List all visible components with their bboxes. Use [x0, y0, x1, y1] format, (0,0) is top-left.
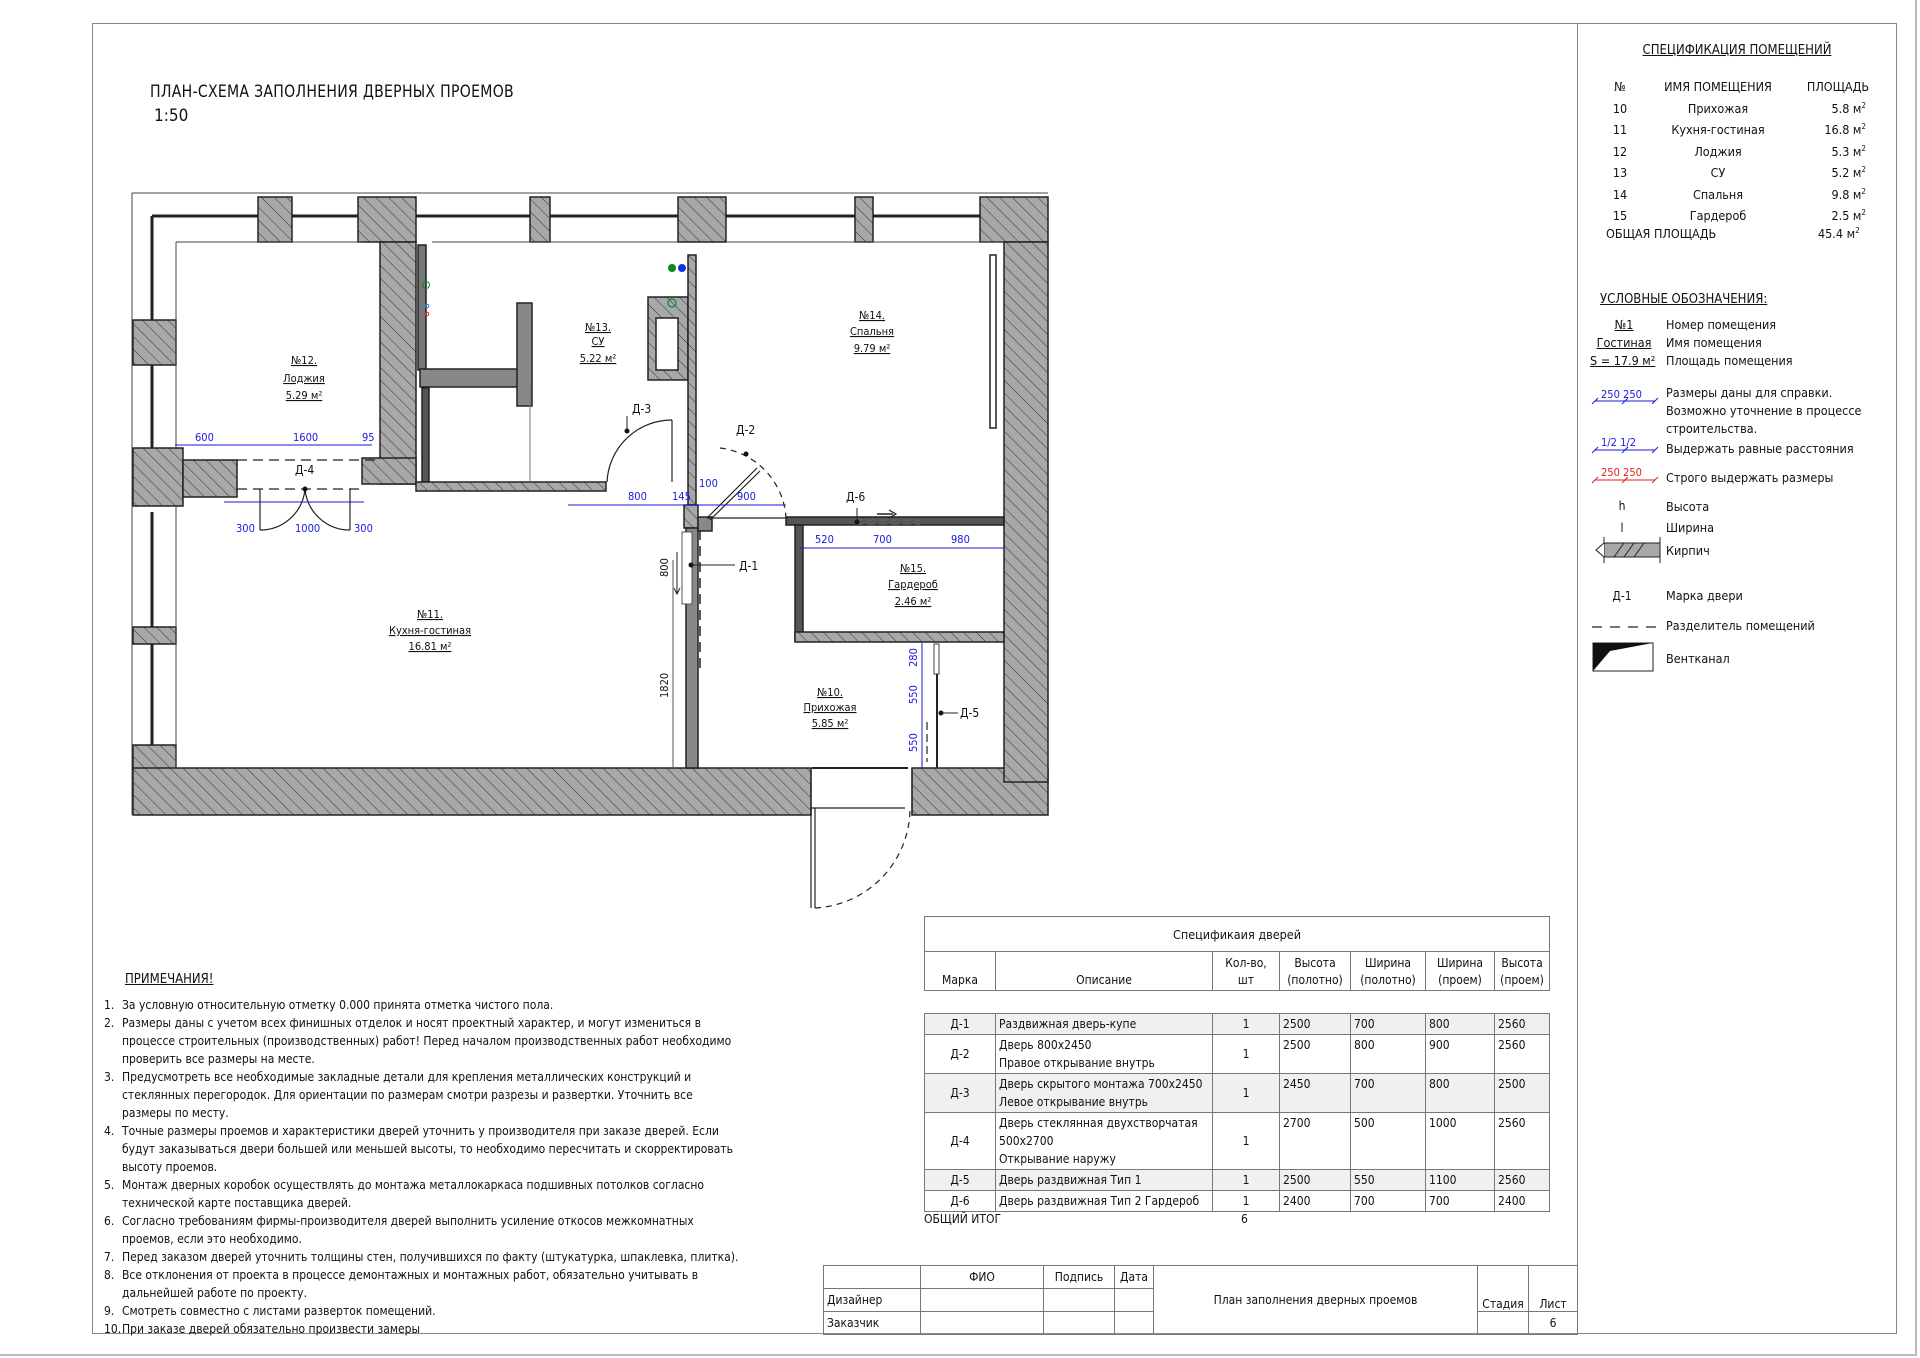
- plan-scale: 1:50: [154, 106, 189, 126]
- legend-dim-red-label: Строго выдержать размеры: [1666, 470, 1834, 485]
- legend-divider-label: Разделитель помещений: [1666, 618, 1815, 633]
- svg-text:1000: 1000: [295, 522, 321, 535]
- room-15-num: №15.: [899, 562, 927, 575]
- door-spec-total-qty: 6: [1241, 1212, 1248, 1226]
- svg-text:700: 700: [873, 533, 892, 546]
- room-spec-table: [1600, 76, 1880, 227]
- svg-text:800: 800: [658, 558, 671, 577]
- svg-text:100: 100: [699, 477, 718, 490]
- sheet-number: 6: [1529, 1312, 1578, 1335]
- svg-text:800: 800: [628, 490, 647, 503]
- note-item: 7. Перед заказом дверей уточнить толщины стен, получившихся по факту (штукатурка, шпаклевка, плитка).: [104, 1250, 739, 1264]
- room-12-num: №12.: [290, 354, 318, 367]
- door-spec-title: Спецификаия дверей: [925, 917, 1550, 952]
- svg-text:h: h: [1618, 499, 1626, 513]
- note-item: 2. Размеры даны с учетом всех финишных отделок и носят проектный характер, и могут измениться в процессе строительных (производственных) работ! Перед началом производственных работ необходимо проверить все размеры на месте.: [104, 1016, 732, 1066]
- door-mark-d4: Д-4: [295, 463, 315, 477]
- room-spec-header: № ИМЯ ПОМЕЩЕНИЯ ПЛОЩАДЬ: [1614, 79, 1870, 95]
- door-spec-row: Д-2 Дверь 800х2450 Правое открывание внутрь 1 2500 800 900 2560: [925, 1035, 1550, 1074]
- svg-text:1/2 1/2: 1/2 1/2: [1601, 436, 1636, 449]
- plan-title: ПЛАН-СХЕМА ЗАПОЛНЕНИЯ ДВЕРНЫХ ПРОЕМОВ: [150, 82, 515, 102]
- legend-dim-equal-label: Выдержать равные расстояния: [1666, 441, 1854, 456]
- notes-title: ПРИМЕЧАНИЯ!: [125, 972, 214, 987]
- legend-title: УСЛОВНЫЕ ОБОЗНАЧЕНИЯ:: [1600, 292, 1768, 307]
- room-10-area: 5.85 м²: [811, 717, 849, 730]
- notes-list: [104, 996, 744, 1338]
- room-spec-total-label: ОБЩАЯ ПЛОЩАДЬ: [1606, 226, 1717, 241]
- room-14-name: Спальня: [849, 325, 895, 338]
- svg-text:550: 550: [907, 733, 920, 752]
- legend-vent-label: Вентканал: [1666, 651, 1730, 666]
- windows: [152, 216, 980, 745]
- door-mark-d2: Д-2: [736, 423, 756, 437]
- brick-icon: [1596, 537, 1660, 563]
- door-mark-d3: Д-3: [632, 402, 652, 416]
- door-spec-header: Марка Описание Кол-во, шт Высота (полотно) Ширина (полотно) Ширина (проем) Высота (проем): [925, 952, 1550, 991]
- door-mark-d1: Д-1: [739, 559, 759, 573]
- vent-icon: [1593, 643, 1653, 671]
- note-item: 9. Смотреть совместно с листами разверток помещений.: [104, 1304, 436, 1318]
- note-item: 8. Все отклонения от проекта в процессе демонтажных и монтажных работ, обязательно учитывать в дальнейшей работе по проекту.: [104, 1268, 699, 1300]
- svg-text:l: l: [1620, 521, 1624, 535]
- legend-room-sample: №1 Гостиная S = 17.9 м²: [1590, 317, 1656, 368]
- door-spec-row: Д-3 Дверь скрытого монтажа 700х2450 Левое открывание внутрь 1 2450 700 800 2500: [925, 1074, 1550, 1113]
- room-spec-row: 12 Лоджия 5.3 $м^2$: [1612, 143, 1866, 159]
- room-15-area: 2.46 м²: [894, 595, 932, 608]
- svg-text:300: 300: [236, 522, 255, 535]
- room-10-name: Прихожая: [803, 701, 857, 714]
- svg-text:520: 520: [815, 533, 834, 546]
- door-spec-table: [924, 916, 1550, 1212]
- note-item: 3. Предусмотреть все необходимые закладные детали для крепления металлических конструкций и стеклянных перегородок. Для ориентации по размерам смотри разрезы и развертки. Уточнить все размеры по месту.: [104, 1070, 693, 1120]
- title-block: ФИО Подпись Дата План заполнения дверных проемов Стадия Лист Дизайнер Заказчик 6: [823, 1265, 1578, 1335]
- room-14-area: 9.79 м²: [853, 342, 891, 355]
- svg-text:1820: 1820: [658, 672, 671, 698]
- svg-text:Д-1: Д-1: [1612, 589, 1632, 603]
- legend-width-label: Ширина: [1666, 520, 1715, 535]
- room-spec-row: 15 Гардероб 2.5 $м^2$: [1612, 208, 1866, 224]
- room-13-num: №13.: [584, 321, 612, 334]
- room-12-name: Лоджия: [283, 372, 325, 385]
- note-item: 10. При заказе дверей обязательно произвести замеры: [104, 1322, 421, 1336]
- door-spec-row: Д-6 Дверь раздвижная Тип 2 Гардероб 1 2400 700 700 2400: [925, 1191, 1550, 1212]
- svg-text:1600: 1600: [293, 431, 319, 444]
- legend-door-mark-label: Марка двери: [1666, 588, 1743, 603]
- door-spec-row: Д-1 Раздвижная дверь-купе 1 2500 700 800 2560: [925, 1014, 1550, 1035]
- svg-text:280: 280: [907, 648, 920, 667]
- pipe-blue-icon: [678, 264, 686, 272]
- exterior-walls: [133, 197, 1048, 815]
- room-spec-total-value: 45.4 $м^2$: [1818, 226, 1860, 242]
- room-14-num: №14.: [858, 309, 886, 322]
- door-mark-d6: Д-6: [846, 490, 866, 504]
- note-item: 1. За условную относительную отметку 0.000 принята отметка чистого пола.: [104, 998, 554, 1012]
- room-spec-row: 10 Прихожая 5.8 $м^2$: [1612, 100, 1866, 116]
- room-12-area: 5.29 м²: [285, 389, 323, 402]
- room-spec-row: 13 СУ 5.2 $м^2$: [1612, 165, 1866, 181]
- room-spec-row: 11 Кухня-гостиная 16.8 $м^2$: [1612, 122, 1866, 138]
- room-spec-row: 14 Спальня 9.8 $м^2$: [1612, 186, 1866, 202]
- svg-text:145: 145: [672, 490, 691, 503]
- svg-text:550: 550: [907, 685, 920, 704]
- svg-text:900: 900: [737, 490, 756, 503]
- svg-text:95: 95: [362, 431, 375, 444]
- right-panel-divider: [1577, 23, 1578, 1334]
- room-spec-title: СПЕЦИФИКАЦИЯ ПОМЕЩЕНИЙ: [1642, 43, 1832, 58]
- note-item: 6. Согласно требованиям фирмы-производителя дверей выполнить усиление откосов межкомнатных проемов, если это необходимо.: [104, 1214, 694, 1246]
- room-11-name: Кухня-гостиная: [388, 624, 472, 637]
- door-spec-row: Д-4 Дверь стеклянная двухстворчатая 500х2700 Открывание наружу 1 2700 500 1000 2560: [925, 1113, 1550, 1170]
- dimension-lines: [175, 445, 1004, 768]
- room-11-area: 16.81 м²: [408, 640, 452, 653]
- room-15-name: Гардероб: [888, 578, 938, 591]
- stage-value: [1478, 1312, 1529, 1335]
- bathroom-partitions: [416, 245, 698, 528]
- legend-symbols: [1590, 385, 1665, 685]
- legend-room-labels: Номер помещения Имя помещения Площадь помещения: [1666, 317, 1793, 368]
- note-item: 5. Монтаж дверных коробок осуществлять до монтажа металлокаркаса подшивных потолков согласно технической карте поставщика дверей.: [104, 1178, 705, 1210]
- pipe-green-icon: [668, 264, 676, 272]
- legend-brick-label: Кирпич: [1666, 543, 1710, 558]
- room-13-area: 5.22 м²: [579, 352, 617, 365]
- room-13-name: СУ: [591, 335, 605, 348]
- room-11-num: №11.: [416, 608, 444, 621]
- svg-text:980: 980: [951, 533, 970, 546]
- legend-height-label: Высота: [1666, 499, 1710, 514]
- door-spec-total-label: ОБЩИЙ ИТОГ: [924, 1212, 1002, 1226]
- legend-dim-blue-label: Размеры даны для справки. Возможно уточнение в процессе строительства.: [1666, 385, 1862, 436]
- sheet-title: План заполнения дверных проемов: [1154, 1266, 1478, 1335]
- door-spec-row: Д-5 Дверь раздвижная Тип 1 1 2500 550 1100 2560: [925, 1170, 1550, 1191]
- svg-text:300: 300: [354, 522, 373, 535]
- room-10-num: №10.: [816, 686, 844, 699]
- svg-text:600: 600: [195, 431, 214, 444]
- svg-text:250 250: 250 250: [1601, 388, 1642, 401]
- note-item: 4. Точные размеры проемов и характеристики дверей уточнить у производителя при заказе дверей. Если будут заказываться двери большей или меньшей высоты, то необходимо пересчитать и скорректировать высоту проемов.: [104, 1124, 733, 1174]
- door-mark-d5: Д-5: [960, 706, 980, 720]
- svg-text:250 250: 250 250: [1601, 466, 1642, 479]
